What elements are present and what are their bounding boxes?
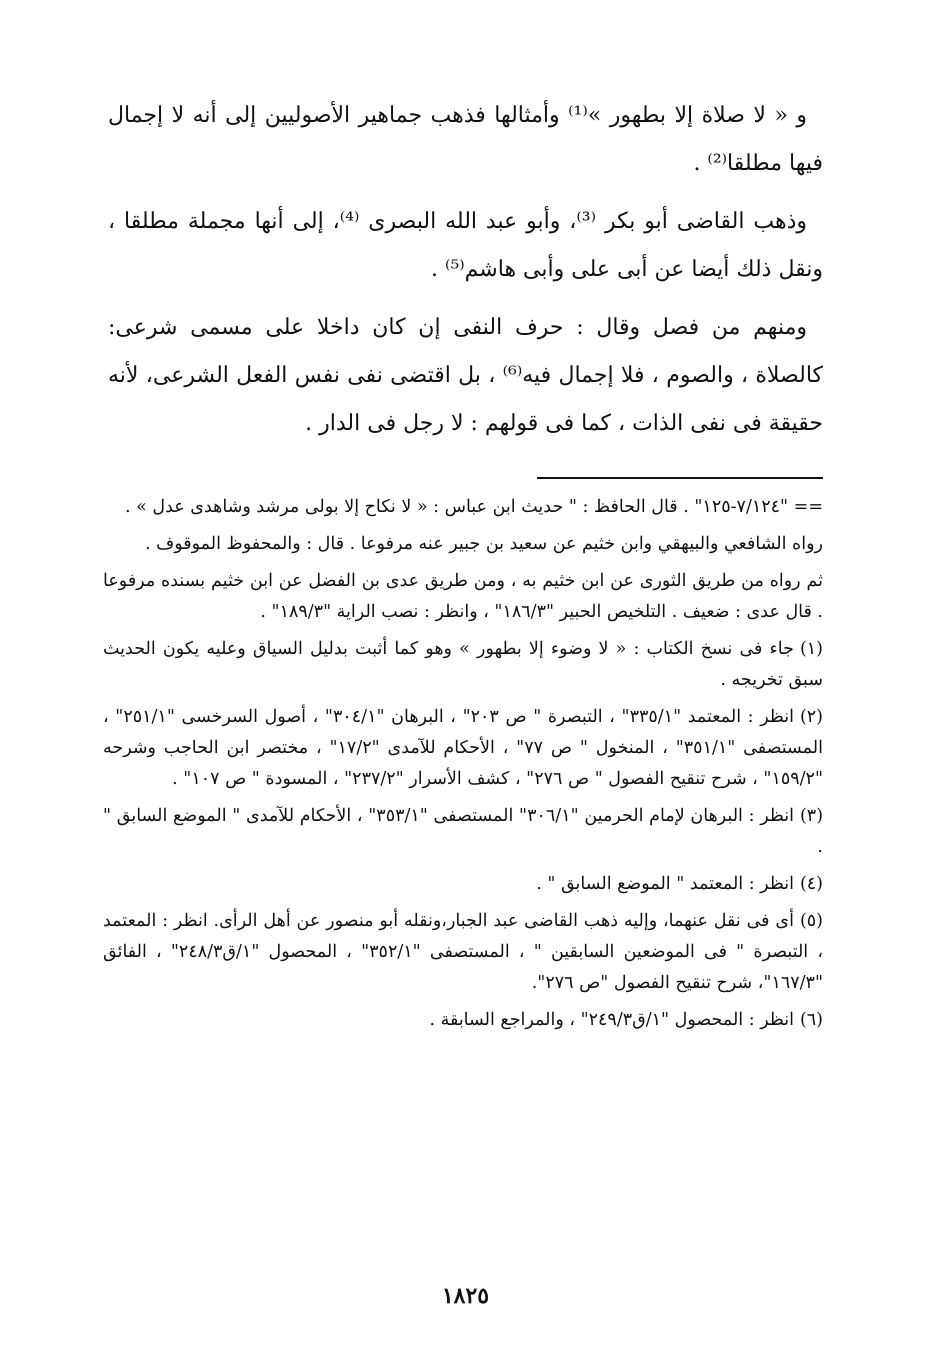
page-number: ١٨٢٥ (441, 1283, 490, 1309)
footnote-text: انظر : البرهان لإمام الحرمين "٣٠٦/١" المستصفى "٣٥٣/١" ، الأحكام للآمدى " الموضع السابق " . (103, 806, 823, 857)
footnote-continuation-1: == "٧/١٢٤-١٢٥" . قال الحافظ : " حديث ابن عباس : « لا نكاح إلا بولى مرشد وشاهدى عدل » . (124, 497, 823, 517)
footnote-4 (103, 869, 823, 900)
footnote-number: (٣) (799, 806, 824, 826)
main-text (108, 92, 823, 458)
footnote-text: أى فى نقل عنهما، وإليه ذهب القاضى عبد الجبار،ونقله أبو منصور عن أهل الرأى. انظر : المعتمد ، التبصرة " فى الموضعين السابقين " ، المستصفى "٣٥٢/١" ، المحصول "١/ق٢٤٨/٣" ، الفائق "١٦٧/٣"، شرح تنقيح الفصول "ص ٢٧٦". (103, 911, 823, 993)
footnote-number: (٢) (799, 707, 823, 727)
footnote-text: انظر : المحصول "١/ق٢٤٩/٣" ، والمراجع السابقة . (429, 1010, 794, 1030)
footnote-text: انظر : المعتمد " الموضع السابق " . (536, 874, 794, 894)
footnote-number: (١) (799, 639, 823, 659)
footnote-continuation-2: رواه الشافعي والبيهقي وابن خثيم عن سعيد بن جبير عنه مرفوعا . قال : والمحفوظ الموقوف . (144, 534, 823, 554)
footnote-text: جاء فى نسخ الكتاب : « لا وضوء إلا بطهور » وهو كما أثبت بدليل السياق وعليه يكون الحديث سبق تخريجه . (103, 639, 823, 690)
footnote-5 (103, 906, 823, 999)
footnote-continuation-3: ثم رواه من طريق الثورى عن ابن خثيم به ، ومن طريق عدى بن الفضل عن ابن خثيم بسنده مرفوعا . قال عدى : ضعيف . التلخيص الحبير "١٨٦/٣" ، وانظر : نصب الراية "١٨٩/٣" . (103, 571, 823, 622)
footnote-separator (537, 477, 823, 479)
footnote-1 (103, 634, 823, 696)
footnote-number: (٤) (799, 874, 823, 894)
footnote-text: انظر : المعتمد "٣٣٥/١" ، التبصرة " ص ٢٠٣" ، البرهان "٣٠٤/١" ، أصول السرخسى "٢٥١/١" ، المستصفى "٣٥١/١" ، المنخول " ص ٧٧" ، الأحكام للآمدى "١٧/٢" ، مختصر ابن الحاجب وشرحه "١٥٩/٢" ، شرح تنقيح الفصول " ص ٢٧٦" ، كشف الأسرار "٢٣٧/٢" ، المسودة " ص ١٠٧" . (103, 707, 823, 789)
paragraph-2: وذهب القاضى أبو بكر ⁽³⁾، وأبو عبد الله البصرى ⁽⁴⁾، إلى أنها مجملة مطلقا ، ونقل ذلك أيضا عن أبى على وأبى هاشم⁽⁵⁾ . (108, 209, 823, 282)
footnotes (103, 492, 823, 1042)
paragraph-3: ومنهم من فصل وقال : حرف النفى إن كان داخلا على مسمى شرعى: كالصلاة ، والصوم ، فلا إجمال فيه⁽⁶⁾ ، بل اقتضى نفى نفس الفعل الشرعى، لأنه حقيقة فى نفى الذات ، كما فى قولهم : لا رجل فى الدار . (108, 315, 823, 436)
footnote-2 (103, 702, 823, 795)
footnote-3 (103, 801, 823, 863)
paragraph-1: و « لا صلاة إلا بطهور »⁽¹⁾ وأمثالها فذهب جماهير الأصوليين إلى أنه لا إجمال فيها مطلقا⁽²⁾ . (108, 103, 823, 176)
footnote-number: (٥) (799, 911, 823, 931)
footnote-number: (٦) (799, 1010, 823, 1030)
footnote-6 (103, 1005, 823, 1036)
